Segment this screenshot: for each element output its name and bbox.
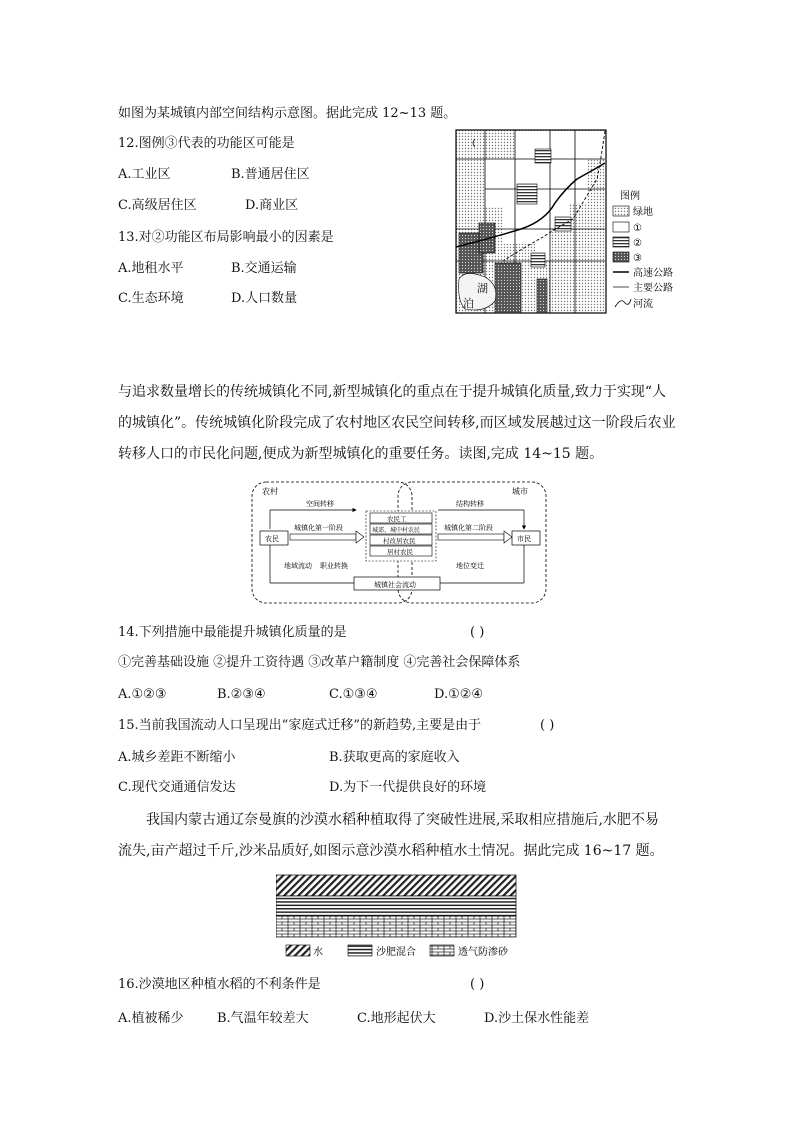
q15-option-d[interactable]: D.为下一代提供良好的环境 <box>329 780 487 795</box>
legend-label: 高速公路 <box>633 268 673 279</box>
zone-3-block <box>537 279 547 313</box>
social-flow-label: 城镇社会流动 <box>374 581 416 589</box>
legend-label: 河流 <box>633 299 653 310</box>
status-change-label: 地位变迁 <box>456 562 484 570</box>
q13-option-b[interactable]: B.交通运输 <box>231 261 297 276</box>
job-change-label: 职业转换 <box>320 562 348 570</box>
legend-label: ① <box>633 223 642 234</box>
rural-label: 农村 <box>262 487 278 496</box>
q13-option-d[interactable]: D.人口数量 <box>231 291 298 306</box>
legend-label: ③ <box>633 253 642 264</box>
zone-2-block <box>531 253 545 267</box>
intro-14-15-line2: 的城镇化”。传统城镇化阶段完成了农村地区农民空间转移,而区域发展越过这一阶段后农业 <box>118 415 676 431</box>
q14-option-a[interactable]: A.①②③ <box>118 687 167 702</box>
question-16-stem: 16.沙漠地区种植水稻的不利条件是 <box>118 977 321 992</box>
q15-option-b[interactable]: B.获取更高的家庭收入 <box>329 750 460 765</box>
q14-option-b[interactable]: B.②③④ <box>217 687 266 702</box>
middle-item: 居村农民 <box>387 548 413 556</box>
middle-item: 农民工 <box>387 515 407 523</box>
legend-river <box>615 299 631 307</box>
legend-title: 图例 <box>620 191 640 202</box>
question-12-stem: 12.图例③代表的功能区可能是 <box>118 136 295 151</box>
q16-option-c[interactable]: C.地形起伏大 <box>357 1011 436 1026</box>
stage2-label: 城镇化第二阶段 <box>444 524 493 532</box>
region-flow-label: 地域流动 <box>284 562 312 570</box>
space-transfer-label: 空间转移 <box>306 500 334 508</box>
q16-option-d[interactable]: D.沙土保水性能差 <box>484 1011 590 1026</box>
farmer-label: 农民 <box>265 535 279 543</box>
intro-16-17-line1: 我国内蒙古通辽奈曼旗的沙漠水稻种植取得了突破性进展,采取相应措施后,水肥不易 <box>146 812 659 828</box>
intro-12-13: 如图为某城镇内部空间结构示意图。据此完成 12~13 题。 <box>118 106 457 121</box>
legend-water-swatch <box>286 945 310 956</box>
soil-layers-diagram <box>276 874 522 964</box>
permeable-sand-layer <box>276 916 516 937</box>
legend-swatch-2 <box>613 237 629 247</box>
q12-option-b[interactable]: B.普通居住区 <box>231 167 310 182</box>
legend-permeable-sand-swatch <box>430 945 454 956</box>
intro-14-15-line3: 转移人口的市民化问题,便成为新型城镇化的重要任务。读图,完成 14~15 题。 <box>118 446 604 462</box>
question-14-stem: 14.下列措施中最能提升城镇化质量的是 <box>118 625 347 640</box>
city-label: 城市 <box>512 487 528 496</box>
question-15-answer-blank[interactable]: ( ) <box>540 718 555 733</box>
zone-2-block <box>535 149 551 163</box>
question-13-stem: 13.对②功能区布局影响最小的因素是 <box>118 230 334 245</box>
lake-label: 泊 <box>463 297 474 310</box>
legend-swatch-green <box>613 206 629 216</box>
legend-label: ② <box>633 238 642 249</box>
q16-option-a[interactable]: A.植被稀少 <box>118 1011 184 1026</box>
citizen-label: 市民 <box>517 535 531 543</box>
legend-sand-fertilizer-swatch <box>348 945 372 956</box>
q12-option-c[interactable]: C.高级居住区 <box>118 198 197 213</box>
legend-swatch-1 <box>613 222 629 232</box>
legend-label: 主要公路 <box>633 283 673 294</box>
lake-label: 湖 <box>477 282 488 295</box>
structure-transfer-label: 结构转移 <box>456 500 484 508</box>
q15-option-c[interactable]: C.现代交通通信发达 <box>118 780 236 795</box>
legend-water-label: 水 <box>313 947 323 958</box>
zone-3-block <box>495 263 521 313</box>
stage1-label: 城镇化第一阶段 <box>294 524 343 532</box>
water-layer <box>276 875 516 896</box>
q13-option-a[interactable]: A.地租水平 <box>118 261 184 276</box>
urbanization-flow-diagram <box>250 479 550 607</box>
q14-option-c[interactable]: C.①③④ <box>329 687 378 702</box>
zone-2-block <box>517 184 537 204</box>
question-14-items: ①完善基础设施 ②提升工资待遇 ③改革户籍制度 ④完善社会保障体系 <box>118 655 521 670</box>
q13-option-c[interactable]: C.生态环境 <box>118 291 184 306</box>
legend-sand-fertilizer-label: 沙肥混合 <box>376 947 416 958</box>
town-structure-map <box>455 129 687 316</box>
sand-fertilizer-layer <box>276 896 516 916</box>
q12-option-d[interactable]: D.商业区 <box>245 198 299 213</box>
q16-option-b[interactable]: B.气温年较差大 <box>217 1011 309 1026</box>
question-16-answer-blank[interactable]: ( ) <box>470 977 485 992</box>
question-15-stem: 15.当前我国流动人口呈现出“家庭式迁移”的新趋势,主要是由于 <box>118 718 482 733</box>
intro-16-17-line2: 流失,亩产超过千斤,沙米品质好,如图示意沙漠水稻种植水土情况。据此完成 16~17 题。 <box>118 843 664 859</box>
question-14-answer-blank[interactable]: ( ) <box>470 625 485 640</box>
legend-permeable-sand-label: 透气防渗砂 <box>458 947 508 958</box>
legend-label: 绿地 <box>633 207 653 218</box>
q15-option-a[interactable]: A.城乡差距不断缩小 <box>118 750 236 765</box>
middle-item: 村改居农民 <box>383 537 416 545</box>
q12-option-a[interactable]: A.工业区 <box>118 167 171 182</box>
zone-2-block <box>555 217 571 231</box>
middle-item: 城郊、城中村农民 <box>372 527 421 534</box>
legend-swatch-3 <box>613 252 629 262</box>
intro-14-15-line1: 与追求数量增长的传统城镇化不同,新型城镇化的重点在于提升城镇化质量,致力于实现“人 <box>118 384 667 400</box>
q14-option-d[interactable]: D.①②④ <box>434 687 484 702</box>
